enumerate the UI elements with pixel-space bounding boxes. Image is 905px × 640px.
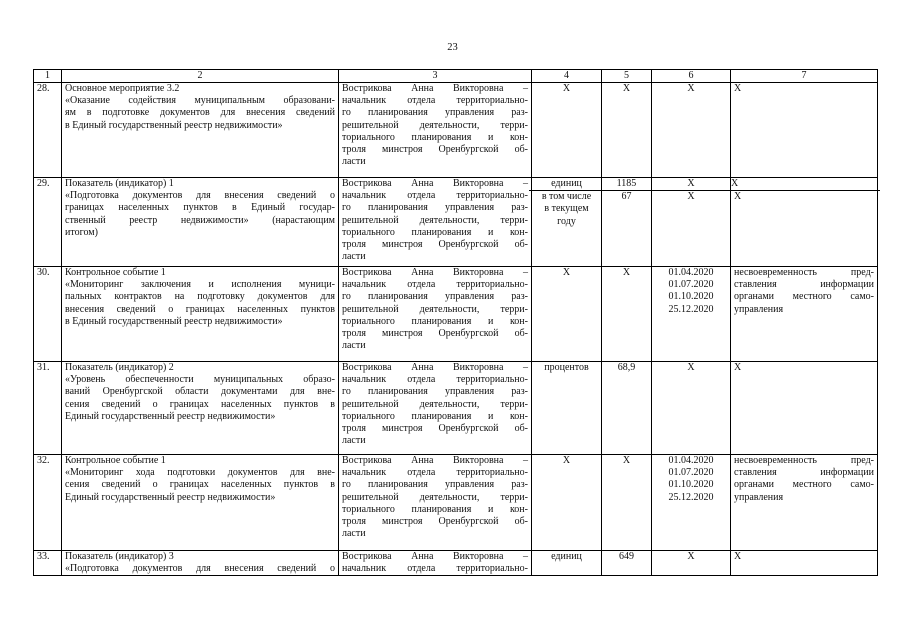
- resp-line: ласти: [342, 156, 366, 168]
- resp-line: го планирования управления раз-: [342, 479, 528, 491]
- header-cell: 5: [602, 70, 652, 83]
- resp-line: Вострикова Анна Викторовна –: [342, 178, 528, 189]
- desc-line: пальных контрактов на подготовку документов для: [65, 291, 335, 303]
- resp-line: ласти: [342, 340, 366, 352]
- resp-line: решительной деятельности, терри-: [342, 491, 528, 503]
- risk-cell: [731, 455, 878, 551]
- resp-line: ториального планирования и кон-: [342, 503, 528, 515]
- resp-line: решительной деятельности, терри-: [342, 398, 528, 410]
- date-total: Х: [649, 178, 733, 191]
- resp-line: решительной деятельности, терри-: [342, 214, 528, 226]
- header-cell: 4: [532, 70, 602, 83]
- resp-line: Вострикова Анна Викторовна –: [342, 362, 528, 373]
- desc-line: Контрольное событие 1: [65, 267, 166, 278]
- header-cell: 7: [731, 70, 878, 83]
- desc-line: «Подготовка документов для внесения сведений о: [65, 190, 335, 202]
- control-date: 25.12.2020: [668, 303, 714, 315]
- header-cell: 3: [339, 70, 532, 83]
- value-current-year: 67: [621, 191, 632, 203]
- unit-total: единиц: [529, 178, 604, 191]
- resp-line: троля минстроя Оренбургской об-: [342, 144, 528, 156]
- resp-line: решительной деятельности, терри-: [342, 303, 528, 315]
- activity-description: [62, 362, 339, 455]
- date-current-year: Х: [687, 191, 695, 203]
- activity-description: [62, 83, 339, 178]
- value-total: 1185: [599, 178, 654, 191]
- risk-cell: [731, 267, 878, 362]
- risk-cell: Х: [731, 551, 878, 576]
- control-date: 01.04.2020: [668, 455, 714, 466]
- resp-line: го планирования управления раз-: [342, 202, 528, 214]
- control-date: 01.04.2020: [668, 267, 714, 278]
- resp-line: Вострикова Анна Викторовна –: [342, 455, 528, 466]
- resp-line: ториального планирования и кон-: [342, 226, 528, 238]
- table-row: [34, 362, 878, 455]
- resp-line: начальник отдела территориально-: [342, 563, 528, 575]
- unit-sub: году: [557, 215, 576, 227]
- desc-line: Показатель (индикатор) 1: [65, 178, 174, 189]
- resp-line: ториального планирования и кон-: [342, 410, 528, 422]
- resp-line: начальник отдела территориально-: [342, 374, 528, 386]
- row-number: 31.: [34, 362, 62, 455]
- desc-line: в Единый государственный реестр недвижимости»: [65, 119, 283, 131]
- control-date: 01.10.2020: [668, 291, 714, 303]
- desc-line: границах населенных пунктов в Единый государ-: [65, 202, 335, 214]
- desc-line: Единый государственный реестр недвижимости»: [65, 491, 276, 503]
- row-number: 32.: [34, 455, 62, 551]
- risk-cell: [731, 178, 878, 267]
- desc-line: в Единый государственный реестр недвижимости»: [65, 315, 283, 327]
- resp-line: го планирования управления раз-: [342, 107, 528, 119]
- header-cell: 2: [62, 70, 339, 83]
- row-number: 29.: [34, 178, 62, 267]
- risk-line: несвоевременность пред-: [734, 267, 874, 278]
- responsible-person: [339, 267, 532, 362]
- resp-line: Вострикова Анна Викторовна –: [342, 83, 528, 94]
- desc-line: Показатель (индикатор) 3: [65, 551, 174, 562]
- desc-line: ственный реестр недвижимости» (нарастающим: [65, 214, 335, 226]
- resp-line: начальник отдела территориально-: [342, 190, 528, 202]
- resp-line: решительной деятельности, терри-: [342, 119, 528, 131]
- control-date: 01.07.2020: [668, 467, 714, 479]
- risk-current-year: Х: [734, 191, 742, 203]
- value-cell: Х: [602, 267, 652, 362]
- desc-line: «Подготовка документов для внесения сведений о: [65, 563, 335, 575]
- risk-line: ставления информации: [734, 279, 874, 291]
- date-cell: [652, 267, 731, 362]
- responsible-person: [339, 362, 532, 455]
- responsible-person: [339, 551, 532, 576]
- value-cell: 649: [602, 551, 652, 576]
- responsible-person: [339, 455, 532, 551]
- desc-line: Основное мероприятие 3.2: [65, 83, 180, 94]
- risk-cell: Х: [731, 83, 878, 178]
- resp-line: го планирования управления раз-: [342, 291, 528, 303]
- header-cell: 6: [652, 70, 731, 83]
- resp-line: Вострикова Анна Викторовна –: [342, 551, 528, 562]
- unit-sub: в текущем: [544, 203, 589, 215]
- table-row: [34, 83, 878, 178]
- desc-line: ям в подготовке документов для внесения сведений: [65, 107, 335, 119]
- risk-line: несвоевременность пред-: [734, 455, 874, 466]
- desc-line: «Мониторинг хода подготовки документов для вне-: [65, 467, 335, 479]
- desc-line: внесения сведений о границах населенных пунктов: [65, 303, 335, 315]
- unit-cell: процентов: [532, 362, 602, 455]
- resp-line: троля минстроя Оренбургской об-: [342, 239, 528, 251]
- unit-sub: в том числе: [541, 191, 592, 203]
- table-row: [34, 455, 878, 551]
- resp-line: начальник отдела территориально-: [342, 95, 528, 107]
- desc-line: Показатель (индикатор) 2: [65, 362, 174, 373]
- value-cell: Х: [602, 455, 652, 551]
- unit-cell: Х: [532, 455, 602, 551]
- risk-cell: Х: [731, 362, 878, 455]
- row-number: 30.: [34, 267, 62, 362]
- desc-line: итогом): [65, 226, 98, 238]
- resp-line: ласти: [342, 528, 366, 540]
- desc-line: «Мониторинг заключения и исполнения муници-: [65, 279, 335, 291]
- risk-line: управления: [734, 303, 784, 315]
- responsible-person: [339, 83, 532, 178]
- desc-line: «Уровень обеспеченности муниципальных образо-: [65, 374, 335, 386]
- desc-line: ваний Оренбургской области документами для вне-: [65, 386, 335, 398]
- resp-line: го планирования управления раз-: [342, 386, 528, 398]
- table-row: [34, 267, 878, 362]
- unit-cell: [532, 178, 602, 267]
- unit-cell: Х: [532, 83, 602, 178]
- value-cell: [602, 178, 652, 267]
- resp-line: ториального планирования и кон-: [342, 315, 528, 327]
- risk-line: органами местного само-: [734, 291, 874, 303]
- activity-description: [62, 551, 339, 576]
- page-number: 23: [447, 42, 458, 53]
- resp-line: ласти: [342, 435, 366, 447]
- risk-line: управления: [734, 491, 784, 503]
- activity-description: [62, 178, 339, 267]
- resp-line: ласти: [342, 251, 366, 263]
- desc-line: сения сведений о границах населенных пунктов в: [65, 398, 335, 410]
- date-cell: Х: [652, 362, 731, 455]
- header-cell: 1: [34, 70, 62, 83]
- resp-line: троля минстроя Оренбургской об-: [342, 328, 528, 340]
- resp-line: Вострикова Анна Викторовна –: [342, 267, 528, 278]
- control-date: 25.12.2020: [668, 491, 714, 503]
- resp-line: троля минстроя Оренбургской об-: [342, 516, 528, 528]
- table-row: [34, 551, 878, 576]
- resp-line: ториального планирования и кон-: [342, 131, 528, 143]
- resp-line: троля минстроя Оренбургской об-: [342, 423, 528, 435]
- unit-cell: единиц: [532, 551, 602, 576]
- desc-line: «Оказание содействия муниципальным образовани-: [65, 95, 335, 107]
- date-cell: [652, 455, 731, 551]
- plan-table: [33, 69, 878, 576]
- resp-line: начальник отдела территориально-: [342, 467, 528, 479]
- date-cell: Х: [652, 551, 731, 576]
- header-row: [34, 70, 878, 83]
- activity-description: [62, 267, 339, 362]
- risk-total: Х: [728, 178, 880, 191]
- table-row: [34, 178, 878, 267]
- resp-line: начальник отдела территориально-: [342, 279, 528, 291]
- value-cell: 68,9: [602, 362, 652, 455]
- row-number: 28.: [34, 83, 62, 178]
- row-number: 33.: [34, 551, 62, 576]
- risk-line: органами местного само-: [734, 479, 874, 491]
- responsible-person: [339, 178, 532, 267]
- date-cell: Х: [652, 83, 731, 178]
- desc-line: сения сведений о границах населенных пунктов в: [65, 479, 335, 491]
- desc-line: Единый государственный реестр недвижимости»: [65, 410, 276, 422]
- control-date: 01.07.2020: [668, 279, 714, 291]
- date-cell: [652, 178, 731, 267]
- desc-line: Контрольное событие 1: [65, 455, 166, 466]
- unit-cell: Х: [532, 267, 602, 362]
- value-cell: Х: [602, 83, 652, 178]
- risk-line: ставления информации: [734, 467, 874, 479]
- control-date: 01.10.2020: [668, 479, 714, 491]
- activity-description: [62, 455, 339, 551]
